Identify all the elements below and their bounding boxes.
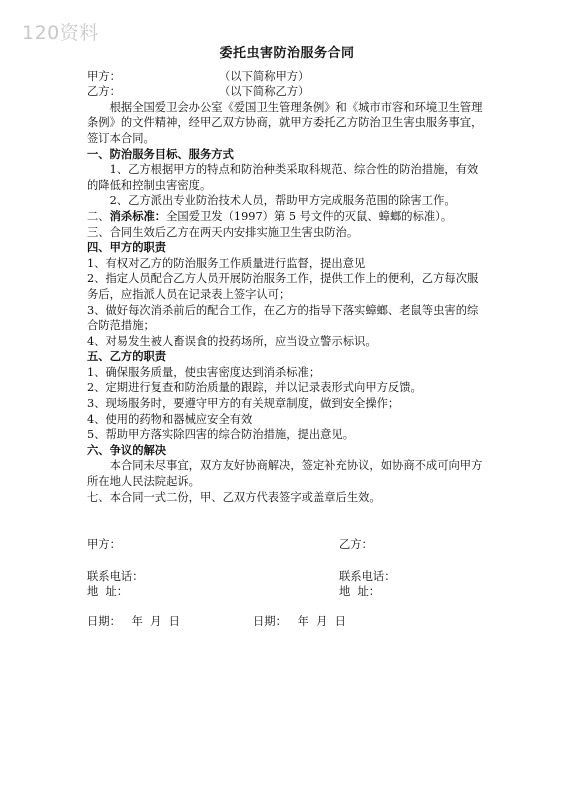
section1-item: 2、乙方派出专业防治技术人员，帮助甲方完成服务范围的除害工作。 xyxy=(109,194,456,208)
section1-item: 1、乙方根据甲方的特点和防治种类采取科规范、综合性的防治措施，有效的降低和控制虫害密度。 xyxy=(87,163,479,192)
party-a-label: 甲方： xyxy=(87,69,121,83)
party-b-address-label: 地 址： xyxy=(339,585,381,599)
party-a-note: （以下简称甲方） xyxy=(219,69,310,83)
section5-item: 3、现场服务时，要遵守甲方的有关规章制度，做到安全操作； xyxy=(87,397,400,411)
party-b-phone-label: 联系电话： xyxy=(339,569,396,583)
section2-heading: 消杀标准： xyxy=(109,208,167,223)
section7-paragraph: 七、本合同一式二份，甲、乙双方代表签字或盖章后生效。 xyxy=(87,490,381,504)
phone-row xyxy=(87,569,487,585)
party-b-note: （以下简称乙方） xyxy=(219,85,310,99)
intro-paragraph: 根据全国爱卫会办公室《爱国卫生管理条例》和《城市市容和环境卫生管理条例》的文件精神，经甲乙双方协商，就甲方委托乙方防治卫生害虫服务事宜，签订本合同。 xyxy=(87,100,483,145)
section2-prefix: 二、 xyxy=(87,209,110,223)
document-title: 委托虫害防治服务合同 xyxy=(219,46,355,61)
section2-text: 全国爱卫发（1997）第 5 号文件的灭鼠、蟑螂的标准）。 xyxy=(166,209,453,223)
party-b-line xyxy=(87,84,487,100)
address-row xyxy=(87,584,487,600)
party-b-signature-label: 乙方： xyxy=(339,538,373,552)
signature-row xyxy=(87,537,487,553)
section4-item: 2、指定人员配合乙方人员开展防治服务工作，提供工作上的便利，乙方每次服务后，应指派人员在记录表上签字认可； xyxy=(87,272,479,301)
section3-paragraph: 三、合同生效后乙方在两天内安排实施卫生害虫防治。 xyxy=(87,225,359,239)
section5-item: 5、帮助甲方落实除四害的综合防治措施，提出意见。 xyxy=(87,428,355,442)
section1-heading: 一、防治服务目标、服务方式 xyxy=(87,146,234,161)
section4-item: 3、做好每次消杀前后的配合工作，在乙方的指导下落实蟑螂、老鼠等虫害的综合防范措施； xyxy=(87,303,479,333)
section4-heading: 四、甲方的职责 xyxy=(87,240,167,255)
section4-item: 4、对易发生被人畜误食的投药场所，应当设立警示标识。 xyxy=(87,334,377,348)
signature-block xyxy=(87,537,487,629)
section5-heading: 五、乙方的职责 xyxy=(87,349,167,364)
section5-item: 4、使用的药物和器械应安全有效 xyxy=(87,412,253,426)
party-b-label: 乙方： xyxy=(87,85,121,99)
section5-item: 1、确保服务质量，使虫害密度达到消杀标准； xyxy=(87,365,321,379)
party-a-phone-label: 联系电话： xyxy=(87,569,144,583)
watermark: 120资料 xyxy=(22,22,99,44)
section4-item: 1、有权对乙方的防治服务工作质量进行监督，提出意见 xyxy=(87,256,366,270)
party-b-date: 日期： 年 月 日 xyxy=(253,615,346,628)
section5-item: 2、定期进行复查和防治质量的跟踪，并以记录表形式向甲方反馈。 xyxy=(87,381,422,395)
party-a-date: 日期： 年 月 日 xyxy=(87,615,180,628)
party-a-address-label: 地 址： xyxy=(87,585,129,599)
contract-document xyxy=(87,46,487,630)
section6-heading: 六、争议的解决 xyxy=(87,442,167,457)
section2-paragraph xyxy=(87,209,487,225)
party-a-signature-label: 甲方： xyxy=(87,538,121,552)
section6-text: 本合同未尽事宜，双方友好协商解决，签定补充协议，如协商不成可向甲方所在地人民法院起诉。 xyxy=(87,459,483,489)
party-a-line xyxy=(87,69,487,85)
date-row xyxy=(87,614,487,630)
